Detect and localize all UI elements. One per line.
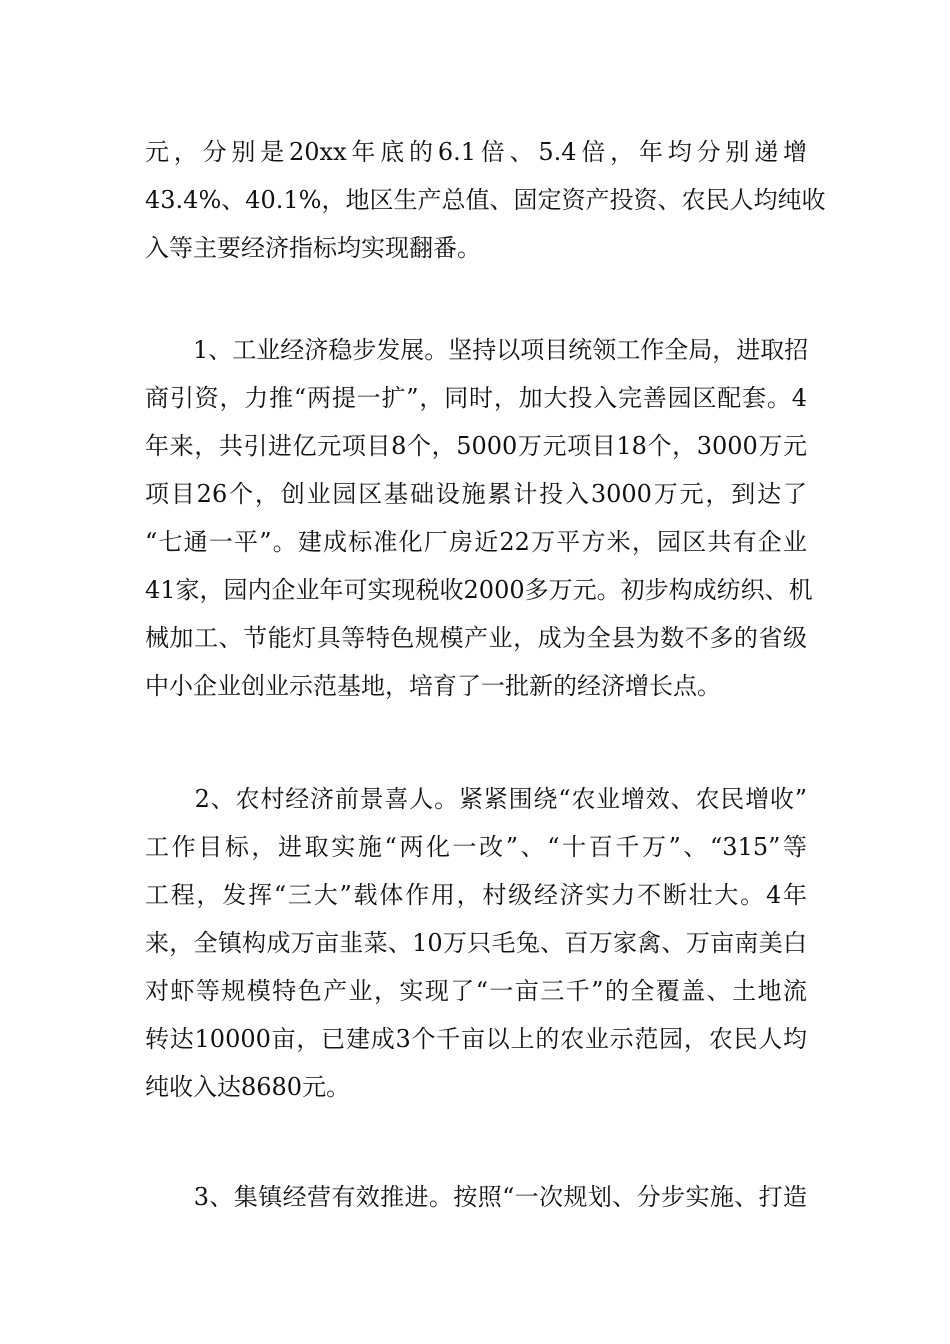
text-line: 年来，共引进亿元项目8个，5000万元项目18个，3000万元 <box>145 432 807 460</box>
text-line: 元，分别是20xx年底的6.1倍、5.4倍，年均分别递增 <box>145 138 807 166</box>
text-line: 工程，发挥“三大”载体作用，村级经济实力不断壮大。4年 <box>145 881 807 909</box>
text-line: 转达10000亩，已建成3个千亩以上的农业示范园，农民人均 <box>145 1025 807 1053</box>
paragraph-town-management <box>145 1173 807 1221</box>
text-line: 入等主要经济指标均实现翻番。 <box>145 234 481 262</box>
text-line: “七通一平”。建成标准化厂房近22万平方米，园区共有企业 <box>145 528 807 556</box>
paragraph-rural-economy <box>145 775 807 1111</box>
text-line: 3、集镇经营有效推进。按照“一次规划、分步实施、打造 <box>145 1183 807 1211</box>
text-line: 项目26个，创业园区基础设施累计投入3000万元，到达了 <box>145 480 807 508</box>
text-line: 2、农村经济前景喜人。紧紧围绕“农业增效、农民增收” <box>145 785 807 813</box>
text-line: 1、工业经济稳步发展。坚持以项目统领工作全局，进取招 <box>145 336 809 364</box>
paragraph-industrial-economy <box>145 326 813 710</box>
text-line: 中小企业创业示范基地，培育了一批新的经济增长点。 <box>145 672 721 700</box>
text-line: 工作目标，进取实施“两化一改”、“十百千万”、“315”等 <box>145 833 807 861</box>
paragraph-intro <box>145 128 826 272</box>
text-line: 对虾等规模特色产业，实现了“一亩三千”的全覆盖、土地流 <box>145 977 807 1005</box>
text-line: 械加工、节能灯具等特色规模产业，成为全县为数不多的省级 <box>145 624 807 652</box>
text-line: 来，全镇构成万亩韭菜、10万只毛兔、百万家禽、万亩南美白 <box>145 929 807 957</box>
text-line: 纯收入达8680元。 <box>145 1073 351 1101</box>
text-line: 商引资，力推“两提一扩”，同时，加大投入完善园区配套。4 <box>145 384 807 412</box>
text-line: 43.4%、40.1%，地区生产总值、固定资产投资、农民人均纯收 <box>145 186 826 214</box>
text-line: 41家，园内企业年可实现税收2000多万元。初步构成纺织、机 <box>145 576 813 604</box>
